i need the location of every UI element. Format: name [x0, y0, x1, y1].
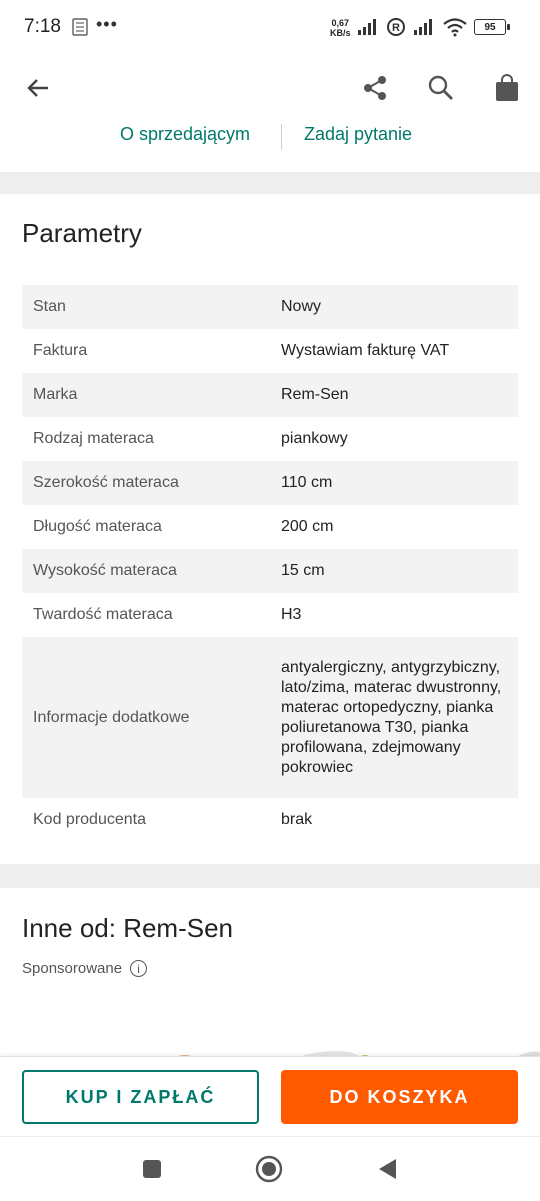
registered-icon: [386, 17, 406, 37]
search-icon: [427, 74, 455, 102]
home-button[interactable]: [255, 1155, 283, 1183]
param-value: Rem-Sen: [281, 386, 349, 403]
seller-links-row: [0, 124, 540, 172]
param-value: brak: [281, 811, 313, 828]
param-value: antyalergiczny, antygrzybiczny, lato/zima, materac dwustronny, materac ortopedyczny, pianka poliuretanowa T30, pianka profilowana, zdejmowany pokrowiec: [281, 658, 502, 776]
wifi-icon: [442, 17, 468, 37]
status-icons: [356, 16, 506, 38]
recents-button[interactable]: [138, 1155, 166, 1183]
param-value: Nowy: [281, 298, 322, 315]
app-bar: [0, 54, 540, 124]
param-label: Faktura: [33, 342, 88, 359]
param-row: [22, 461, 518, 505]
system-back-button[interactable]: [373, 1155, 401, 1183]
links-divider: [281, 124, 282, 150]
network-speed: [330, 18, 351, 38]
param-label: Twardość materaca: [33, 606, 173, 623]
param-value: 15 cm: [281, 562, 325, 579]
section-separator: [0, 864, 540, 888]
param-row: [22, 593, 518, 637]
parameters-title: Parametry: [22, 218, 142, 248]
notification-overflow-icon: •••: [96, 14, 118, 34]
param-row: [22, 798, 518, 842]
param-label: Szerokość materaca: [33, 474, 179, 491]
others-from-seller-title: Inne od: Rem-Sen: [22, 913, 234, 943]
param-value: piankowy: [281, 430, 348, 447]
square-icon: [142, 1159, 162, 1179]
param-label: Rodzaj materaca: [33, 430, 154, 447]
param-label: Stan: [33, 298, 66, 315]
circle-home-icon: [255, 1155, 283, 1183]
section-separator: [0, 172, 540, 194]
shopping-bag-icon: [494, 74, 520, 102]
param-row: [22, 285, 518, 329]
add-to-cart-button[interactable]: DO KOSZYKA: [281, 1070, 518, 1124]
param-label: Długość materaca: [33, 518, 162, 535]
purchase-action-bar: [0, 1056, 540, 1137]
param-row: [22, 505, 518, 549]
signal-icon: [356, 18, 380, 36]
about-seller-link[interactable]: O sprzedającym: [120, 124, 251, 144]
param-value: Wystawiam fakturę VAT: [281, 342, 450, 359]
param-row: [22, 329, 518, 373]
signal-icon-2: [412, 18, 436, 36]
back-button[interactable]: [20, 70, 56, 106]
param-label: Marka: [33, 386, 78, 403]
param-label: Kod producenta: [33, 811, 146, 828]
share-button[interactable]: [357, 70, 393, 106]
network-speed-value: 0,67: [331, 18, 350, 28]
share-icon: [361, 74, 389, 102]
svg-text:R: R: [392, 22, 400, 34]
battery-icon: 95: [474, 19, 506, 35]
sponsored-label: [22, 960, 147, 977]
parameters-table: [22, 285, 518, 842]
sponsored-text: Sponsorowane: [22, 960, 123, 977]
sim-card-icon: [72, 18, 88, 36]
network-speed-unit: KB/s: [330, 28, 351, 38]
status-time: 7:18: [24, 16, 61, 37]
info-icon[interactable]: i: [130, 960, 147, 977]
param-label: Informacje dodatkowe: [33, 708, 190, 726]
search-button[interactable]: [423, 70, 459, 106]
ask-question-link[interactable]: Zadaj pytanie: [304, 124, 413, 144]
param-row: [22, 637, 518, 798]
param-row: [22, 417, 518, 461]
param-value: 200 cm: [281, 518, 334, 535]
status-bar: [0, 0, 540, 54]
param-value: H3: [281, 606, 302, 623]
arrow-back-icon: [25, 75, 51, 101]
param-row: [22, 373, 518, 417]
param-row: [22, 549, 518, 593]
cart-button[interactable]: [489, 70, 525, 106]
buy-now-button[interactable]: KUP I ZAPŁAĆ: [22, 1070, 259, 1124]
param-label: Wysokość materaca: [33, 562, 177, 579]
system-nav-bar: [0, 1136, 540, 1201]
param-value: 110 cm: [281, 474, 333, 491]
triangle-back-icon: [376, 1157, 398, 1181]
